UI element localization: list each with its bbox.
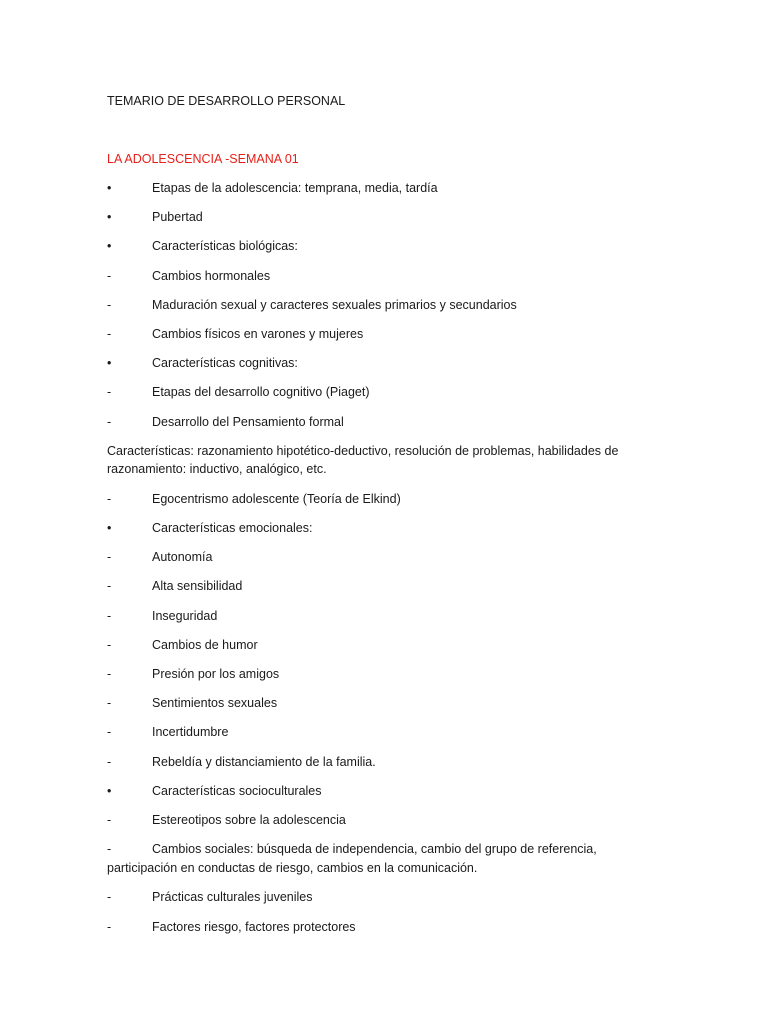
list-item bbox=[107, 548, 667, 566]
list-marker: - bbox=[107, 491, 112, 506]
list-marker: - bbox=[107, 297, 112, 312]
list-marker: - bbox=[107, 754, 112, 769]
list-item bbox=[107, 753, 667, 771]
list-item-text: Egocentrismo adolescente (Teoría de Elkind) bbox=[152, 491, 401, 506]
list-item-text: Etapas del desarrollo cognitivo (Piaget) bbox=[152, 385, 370, 400]
list-item-text: Incertidumbre bbox=[152, 725, 229, 740]
list-item-text: Autonomía bbox=[152, 550, 213, 565]
list-item-text: Factores riesgo, factores protectores bbox=[152, 919, 356, 934]
list-item-text: Desarrollo del Pensamiento formal bbox=[152, 414, 344, 429]
list-item bbox=[107, 179, 667, 197]
list-item bbox=[107, 782, 667, 800]
list-marker: - bbox=[107, 667, 112, 681]
list-item-text: Cambios hormonales bbox=[152, 268, 271, 283]
list-marker: • bbox=[107, 521, 112, 536]
list-item bbox=[107, 490, 667, 508]
list-item-text: Maduración sexual y caracteres sexuales primarios y secundarios bbox=[152, 297, 517, 312]
list-marker: - bbox=[107, 608, 112, 623]
list-marker: - bbox=[107, 812, 112, 827]
list-item bbox=[107, 519, 667, 537]
list-item-text: Etapas de la adolescencia: temprana, media, tardía bbox=[152, 181, 438, 195]
section-heading: LA ADOLESCENCIA -SEMANA 01 bbox=[107, 152, 299, 166]
list-item bbox=[107, 918, 667, 936]
list-item bbox=[107, 383, 667, 401]
list-item bbox=[107, 296, 667, 314]
list-item-text: Características emocionales: bbox=[152, 521, 313, 536]
list-item bbox=[107, 413, 667, 431]
paragraph-marker: - bbox=[107, 842, 112, 857]
list-item-text: Alta sensibilidad bbox=[152, 579, 243, 594]
topic-list bbox=[107, 179, 667, 947]
list-marker: • bbox=[107, 210, 112, 225]
list-marker: - bbox=[107, 385, 112, 400]
list-marker: - bbox=[107, 326, 112, 341]
document-title: TEMARIO DE DESARROLLO PERSONAL bbox=[107, 94, 346, 108]
social-changes-paragraph bbox=[107, 840, 647, 877]
list-item bbox=[107, 354, 667, 372]
list-marker: • bbox=[107, 239, 112, 254]
list-item-text: Presión por los amigos bbox=[152, 667, 280, 681]
list-item bbox=[107, 636, 667, 654]
list-marker: • bbox=[107, 181, 112, 195]
list-marker: • bbox=[107, 783, 112, 798]
list-item bbox=[107, 208, 667, 226]
list-marker: - bbox=[107, 696, 112, 711]
list-marker: - bbox=[107, 268, 112, 283]
list-item-text: Características cognitivas: bbox=[152, 356, 298, 371]
list-item bbox=[107, 811, 667, 829]
list-item bbox=[107, 577, 667, 595]
list-item-text: Estereotipos sobre la adolescencia bbox=[152, 812, 346, 827]
list-item-text: Cambios de humor bbox=[152, 637, 258, 652]
list-item bbox=[107, 723, 667, 741]
list-item bbox=[107, 694, 667, 712]
list-item-text: Inseguridad bbox=[152, 608, 218, 623]
list-item-text: Características socioculturales bbox=[152, 783, 322, 798]
list-item-text: Rebeldía y distanciamiento de la familia. bbox=[152, 754, 376, 769]
list-marker: - bbox=[107, 637, 112, 652]
list-marker: • bbox=[107, 356, 112, 371]
list-item bbox=[107, 607, 667, 625]
list-marker: - bbox=[107, 890, 112, 905]
list-item bbox=[107, 325, 667, 343]
list-item-text: Prácticas culturales juveniles bbox=[152, 890, 313, 905]
list-item bbox=[107, 888, 667, 906]
list-marker: - bbox=[107, 550, 112, 565]
list-item-text: Sentimientos sexuales bbox=[152, 696, 278, 711]
list-item-text: Cambios físicos en varones y mujeres bbox=[152, 326, 364, 341]
list-marker: - bbox=[107, 579, 112, 594]
list-item bbox=[107, 267, 667, 285]
list-marker: - bbox=[107, 919, 112, 934]
list-marker: - bbox=[107, 414, 112, 429]
list-item-text: Características biológicas: bbox=[152, 239, 298, 254]
list-item bbox=[107, 665, 667, 683]
list-item-text: Pubertad bbox=[152, 210, 203, 225]
characteristics-paragraph: Características: razonamiento hipotético-deductivo, resolución de problemas, habilidades de razonamiento: inductivo, analógico, etc. bbox=[107, 443, 619, 477]
paragraph-text: Cambios sociales: búsqueda de independencia, cambio del grupo de referencia, participación en conductas de riesgo, cambios en la comunicación. bbox=[107, 842, 597, 875]
list-marker: - bbox=[107, 725, 112, 740]
list-item bbox=[107, 237, 667, 255]
